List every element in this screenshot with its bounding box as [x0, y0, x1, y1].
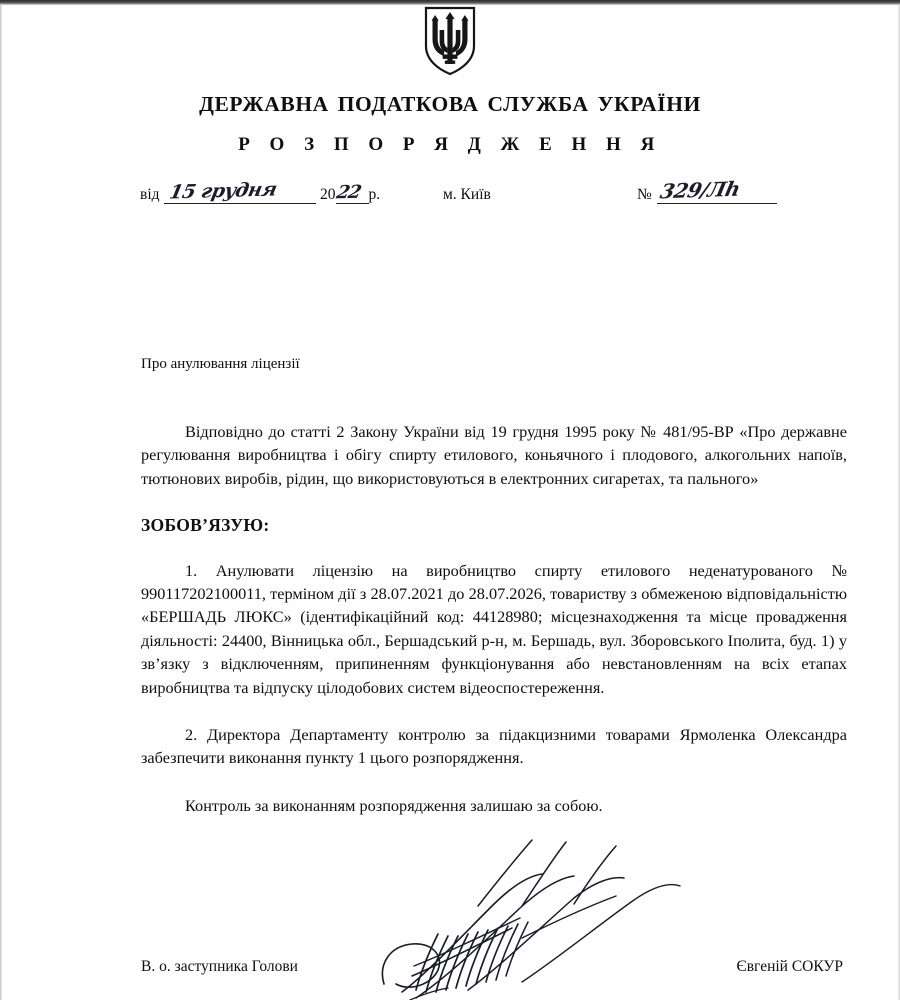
oblige-heading: ЗОБОВ’ЯЗУЮ: — [141, 515, 270, 536]
document-subject: Про анулювання ліцензії — [141, 356, 300, 372]
signer-name: Євгеній СОКУР — [736, 958, 843, 975]
organization-title: ДЕРЖАВНА ПОДАТКОВА СЛУЖБА УКРАЇНИ — [199, 92, 701, 116]
year-prefix: 20 — [320, 186, 336, 203]
number-handwritten: 329/Лh — [657, 176, 742, 204]
date-handwritten: 15 грудня — [166, 178, 279, 204]
closing-paragraph: Контроль за виконанням розпорядження залишаю за собою. — [185, 795, 603, 815]
document-body — [141, 420, 847, 817]
document-city: м. Київ — [443, 186, 491, 203]
trident-icon — [424, 6, 476, 76]
ukraine-trident-emblem — [0, 6, 900, 76]
clause-item-1: 1. Анулювати ліцензію на виробництво спирту етилового неденатурованого № 990117202100011, терміном дії з 28.07.2021 до 28.07.2026, товариству з обмеженою відповідальністю «БЕРШАДЬ ЛЮКС» (ідентифікаційний код: 44128980; місцезнаходження та місце провадження діяльності: 24400, Вінницька обл., Бершадський р-н, м. Бершадь, вул. Зборовського Іполита, буд. 1) у зв’язку з відключенням, припиненням функціонування або невстановленням на всіх етапах виробництва та відпуску цілодобових систем відеоспостереження. — [141, 560, 847, 697]
spacer — [141, 699, 847, 723]
year-suffix: р. — [368, 186, 381, 203]
document-year-field — [320, 181, 381, 204]
document-meta-row — [0, 176, 900, 216]
document-date-field — [140, 178, 320, 204]
year-handwritten: 22 — [333, 181, 363, 204]
clause-item-2: 2. Директора Департаменту контролю за підакцизними товарами Ярмоленка Олександра забезпечити виконання пункту 1 цього розпорядження. — [141, 725, 847, 768]
date-label: від — [140, 186, 160, 203]
document-number-field — [637, 176, 777, 204]
preamble-paragraph: Відповідно до статті 2 Закону України від 19 грудня 1995 року № 481/95-ВР «Про державне регулювання виробництва і обігу спирту етилового, коньячного і плодового, алкогольних напоїв, тютюнових виробів, рідин, що використовуються в електронних сигаретах, та пального» — [141, 422, 847, 488]
signature-block — [0, 958, 900, 988]
spacer — [141, 538, 847, 559]
document-kind-title: Р О З П О Р Я Д Ж Е Н Н Я — [238, 134, 662, 155]
year-rule — [333, 181, 369, 204]
date-rule — [164, 178, 316, 204]
scan-top-edge-artifact — [0, 0, 900, 5]
spacer — [141, 490, 847, 514]
number-rule — [657, 176, 777, 204]
number-label: № — [637, 186, 652, 203]
signer-position: В. о. заступника Голови — [141, 958, 298, 975]
spacer — [141, 770, 847, 794]
